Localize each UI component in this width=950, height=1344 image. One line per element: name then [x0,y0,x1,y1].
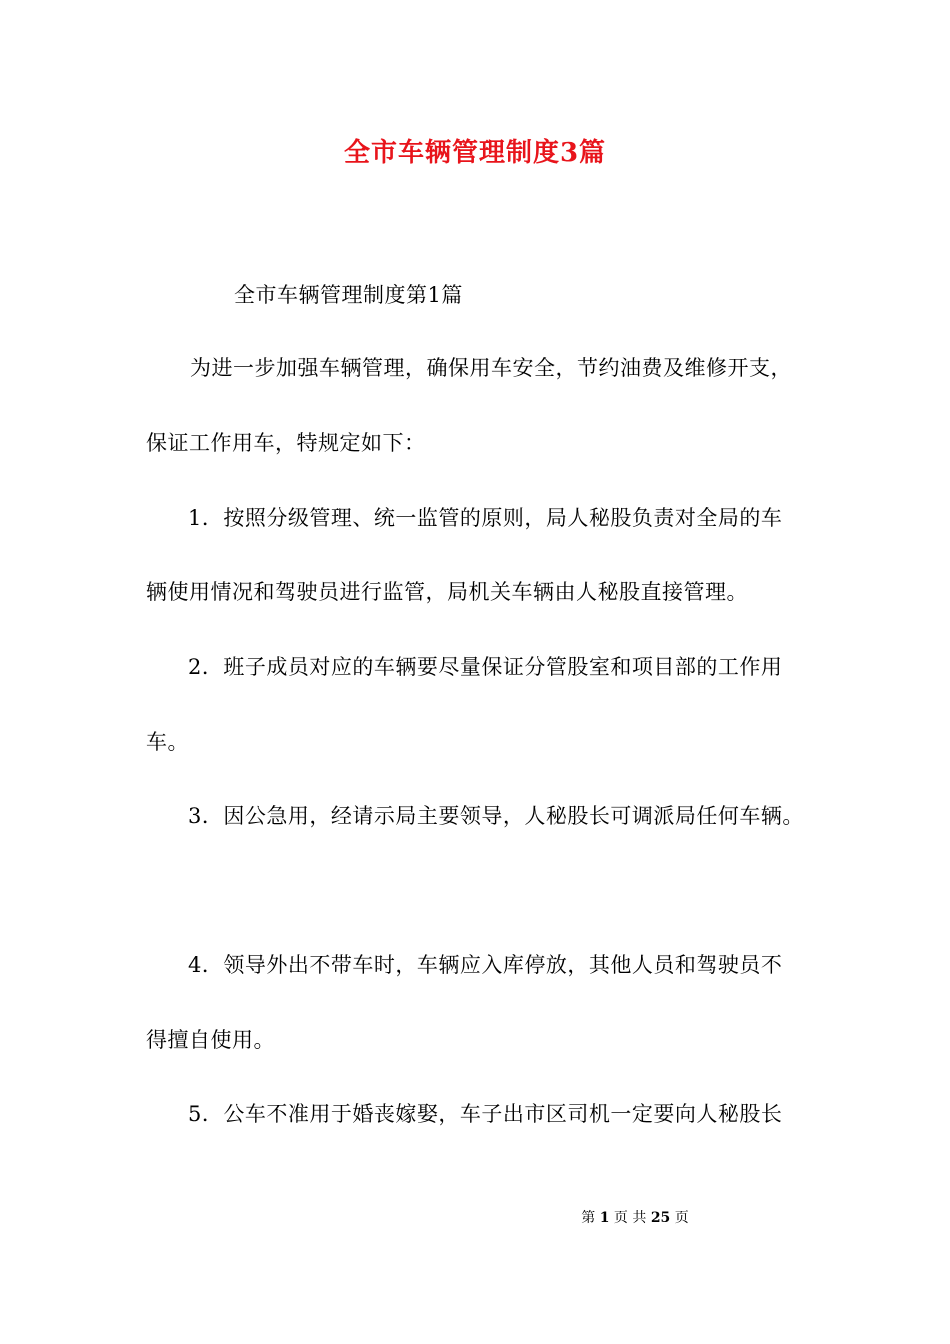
paragraph-line: 得擅自使用。 [146,1028,275,1052]
page-number-footer [0,1208,950,1228]
paragraph-line: 保证工作用车，特规定如下： [146,431,426,455]
page-current: 1 [599,1210,610,1226]
page-prefix: 第 [581,1210,596,1226]
document-title: 全市车辆管理制度3篇 [343,138,607,168]
page-suffix: 页 [674,1210,689,1226]
paragraph-line: 3．因公急用，经请示局主要领导，人秘股长可调派局任何车辆。 [188,804,804,828]
section-heading: 全市车辆管理制度第1篇 [234,283,463,307]
paragraph-line: 2．班子成员对应的车辆要尽量保证分管股室和项目部的工作用 [188,655,783,679]
paragraph-line: 为进一步加强车辆管理，确保用车安全，节约油费及维修开支， [190,356,792,380]
paragraph-line: 1．按照分级管理、统一监管的原则，局人秘股负责对全局的车 [188,506,783,530]
paragraph-line: 辆使用情况和驾驶员进行监管，局机关车辆由人秘股直接管理。 [146,580,748,604]
paragraph-line: 车。 [146,730,189,754]
page-mid: 页 共 [613,1210,647,1226]
page-total: 25 [650,1210,671,1226]
paragraph-line: 4．领导外出不带车时，车辆应入库停放，其他人员和驾驶员不 [188,953,783,977]
paragraph-line: 5．公车不准用于婚丧嫁娶，车子出市区司机一定要向人秘股长 [188,1102,783,1126]
